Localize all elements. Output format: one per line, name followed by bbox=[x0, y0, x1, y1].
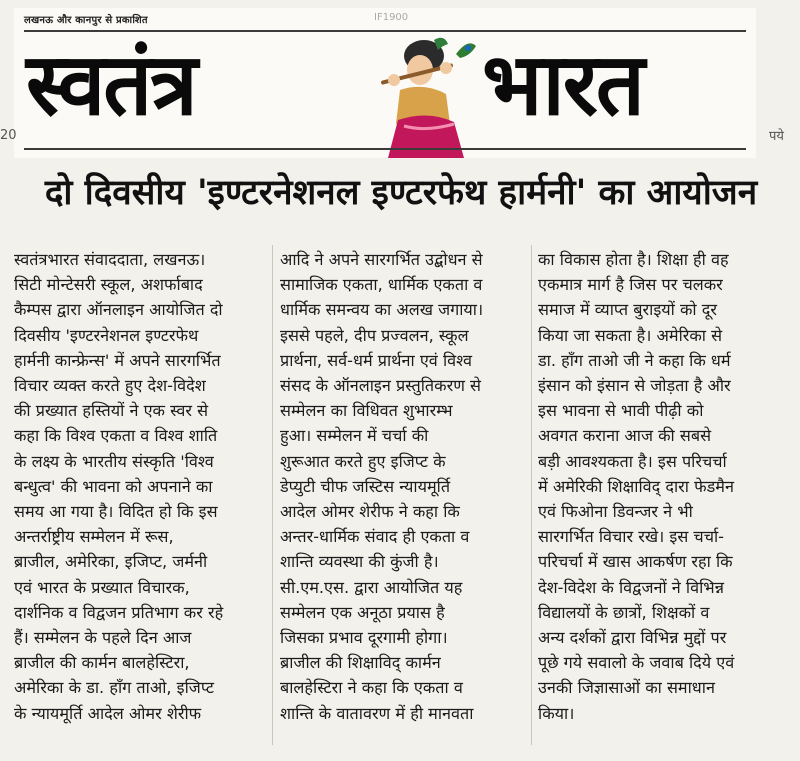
article-text-line: विद्यालयों के छात्रों, शिक्षकों व bbox=[538, 602, 710, 622]
masthead bbox=[14, 8, 756, 158]
article-text-line: अन्तर्राष्ट्रीय सम्मेलन में रूस, bbox=[14, 527, 174, 547]
krishna-flute-emblem-icon bbox=[364, 34, 484, 158]
article-text-line: इससे पहले, दीप प्रज्वलन, स्कूल bbox=[280, 325, 469, 345]
article-text-line: अवगत कराना आज की सबसे bbox=[538, 426, 712, 446]
column-divider bbox=[531, 245, 532, 745]
article-text-line: समाज में व्याप्त बुराइयों को दूर bbox=[538, 300, 717, 320]
article-text-line: अमेरिका के डा. हाँग ताओ, इजिप्ट bbox=[14, 678, 215, 698]
article-text-line: स्वतंत्रभारत संवाददाता, लखनऊ। bbox=[14, 250, 206, 269]
masthead-top-rule bbox=[24, 30, 746, 32]
article-text-line: बड़ी आवश्यकता है। इस परिचर्चा bbox=[538, 451, 727, 471]
article-text-line: सिटी मोन्टेसरी स्कूल, अशर्फाबाद bbox=[14, 275, 203, 295]
article-text-line: डेप्युटी चीफ जस्टिस न्यायमूर्ति bbox=[280, 476, 451, 496]
article-text-line: सारगर्भित विचार रखे। इस चर्चा- bbox=[538, 527, 725, 547]
article-text-line: आदेल ओमर शेरीफ ने कहा कि bbox=[280, 502, 460, 522]
edge-right-fragment: पये bbox=[769, 129, 784, 144]
article-text-line: एवं फिओना डिवन्जर ने भी bbox=[538, 502, 693, 522]
article-text-line: धार्मिक समन्वय का अलख जगाया। bbox=[280, 300, 484, 320]
article-text-line: सी.एम.एस. द्वारा आयोजित यह bbox=[280, 577, 463, 597]
masthead-title-right: भारत bbox=[482, 35, 643, 135]
article-text-line: हुआ। सम्मेलन में चर्चा की bbox=[280, 426, 429, 446]
article-text-line: जिसका प्रभाव दूरगामी होगा। bbox=[280, 628, 448, 648]
article-text-line: उनकी जिज्ञासाओं का समाधान bbox=[538, 678, 715, 698]
article-text-line: प्रार्थना, सर्व-धर्म प्रार्थना एवं विश्व bbox=[280, 350, 473, 370]
article-text-line: शुरूआत करते हुए इजिप्ट के bbox=[280, 451, 446, 471]
article-text-line: कैम्पस द्वारा ऑनलाइन आयोजित दो bbox=[14, 300, 223, 320]
article-column-1 bbox=[14, 247, 268, 726]
article-text-line: के लक्ष्य के भारतीय संस्कृति 'विश्व bbox=[14, 451, 214, 471]
edge-left-fragment: 20 bbox=[0, 128, 17, 143]
article-text-line: बालहेस्टिरा ने कहा कि एकता व bbox=[280, 678, 463, 698]
article-text-line: दिवसीय 'इण्टरनेशनल इण्टरफेथ bbox=[14, 325, 199, 345]
article-column-2 bbox=[280, 247, 526, 726]
article-text-line: दार्शनिक व विद्वजन प्रतिभाग कर रहे bbox=[14, 602, 224, 622]
article-text-line: एवं भारत के प्रख्यात विचारक, bbox=[14, 577, 190, 597]
article-text-line: शान्ति के वातावरण में ही मानवता bbox=[280, 703, 474, 723]
article-text-line: समय आ गया है। विदित हो कि इस bbox=[14, 502, 218, 522]
article-text-line: सामाजिक एकता, धार्मिक एकता व bbox=[280, 275, 483, 295]
masthead-bottom-rule bbox=[24, 148, 746, 150]
article-headline: दो दिवसीय 'इण्टरनेशनल इण्टरफेथ हार्मनी' का आयोजन bbox=[44, 173, 758, 213]
article-text-line: बन्धुत्व' की भावना को अपनाने का bbox=[14, 476, 213, 496]
column-divider bbox=[272, 245, 273, 745]
article-text-line: इंसान को इंसान से जोड़ता है और bbox=[538, 376, 731, 396]
article-text-line: ब्राजील की कार्मन बालहेस्टिरा, bbox=[14, 653, 190, 673]
article-text-line: पूछे गये सवालो के जवाब दिये एवं bbox=[538, 653, 735, 673]
article-text-line: के न्यायमूर्ति आदेल ओमर शेरीफ bbox=[14, 703, 202, 723]
masthead-title-left: स्वतंत्र bbox=[26, 35, 196, 135]
article-column-3 bbox=[538, 247, 794, 726]
article-text-line: आदि ने अपने सारगर्भित उद्बोधन से bbox=[280, 250, 483, 269]
article-text-line: कहा कि विश्व एकता व विश्व शाति bbox=[14, 426, 218, 446]
masthead-code: IF1900 bbox=[374, 12, 409, 23]
article-text-line: हैं। सम्मेलन के पहले दिन आज bbox=[14, 628, 192, 648]
article-text-line: किया। bbox=[538, 703, 575, 723]
article-text-line: डा. हाँग ताओ जी ने कहा कि धर्म bbox=[538, 350, 731, 370]
article-text-line: में अमेरिकी शिक्षाविद् दारा फेडमैन bbox=[538, 476, 734, 496]
article-text-line: सम्मेलन का विधिवत शुभारम्भ bbox=[280, 401, 453, 421]
article-text-line: परिचर्चा में खास आकर्षण रहा कि bbox=[538, 552, 733, 572]
article-text-line: किया जा सकता है। अमेरिका से bbox=[538, 325, 723, 345]
article-text-line: की प्रख्यात हस्तियों ने एक स्वर से bbox=[14, 401, 209, 421]
article-text-line: अन्तर-धार्मिक संवाद ही एकता व bbox=[280, 527, 470, 547]
article-text-line: ब्राजील की शिक्षाविद् कार्मन bbox=[280, 653, 441, 673]
article-text-line: इस भावना से भावी पीढ़ी को bbox=[538, 401, 704, 421]
article-text-line: अन्य दर्शकों द्वारा विभिन्न मुद्दों पर bbox=[538, 628, 727, 648]
article-text-line: एकमात्र मार्ग है जिस पर चलकर bbox=[538, 275, 723, 295]
article-text-line: शान्ति व्यवस्था की कुंजी है। bbox=[280, 552, 439, 572]
article-text-line: विचार व्यक्त करते हुए देश-विदेश bbox=[14, 376, 206, 396]
article-text-line: संसद के ऑनलाइन प्रस्तुतिकरण से bbox=[280, 376, 481, 396]
article-text-line: सम्मेलन एक अनूठा प्रयास है bbox=[280, 602, 445, 622]
masthead-tagline: लखनऊ और कानपुर से प्रकाशित bbox=[24, 15, 148, 26]
article-text-line: का विकास होता है। शिक्षा ही वह bbox=[538, 250, 729, 269]
article-text-line: हार्मनी कान्फ्रेन्स' में अपने सारगर्भित bbox=[14, 350, 221, 370]
article-text-line: देश-विदेश के विद्वजनों ने विभिन्न bbox=[538, 577, 724, 597]
article-text-line: ब्राजील, अमेरिका, इजिप्ट, जर्मनी bbox=[14, 552, 208, 572]
